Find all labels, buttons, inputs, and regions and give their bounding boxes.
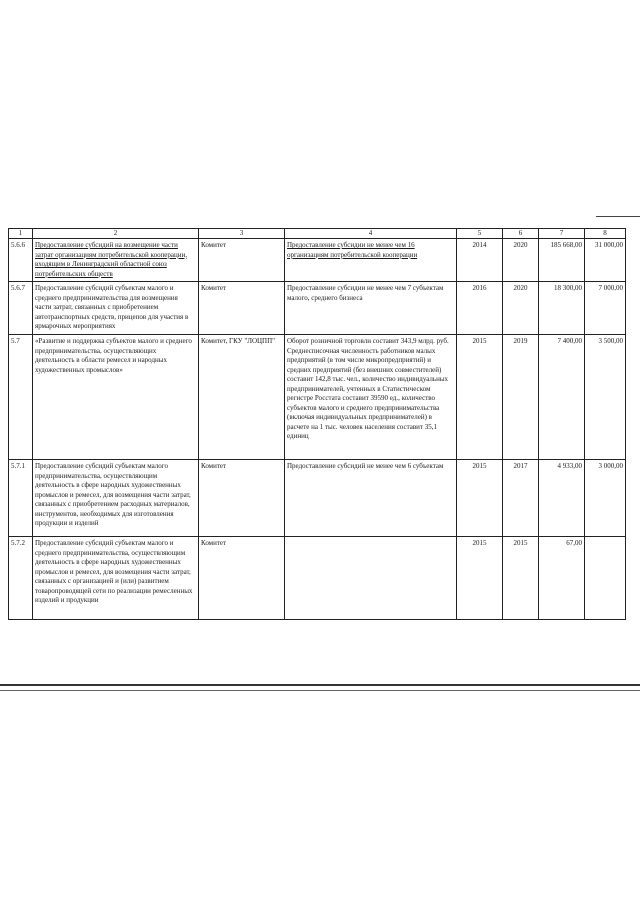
header-col-1: 1 bbox=[9, 229, 33, 239]
table-row bbox=[9, 460, 626, 537]
header-col-5: 5 bbox=[457, 229, 503, 239]
total-amount: 185 668,00 bbox=[539, 239, 585, 282]
result-indicator: Предоставление субсидии не менее чем 16 организациям потребительской кооперации bbox=[285, 239, 457, 282]
end-year: 2020 bbox=[503, 282, 539, 335]
end-year: 2015 bbox=[503, 537, 539, 620]
scan-line-bottom-2 bbox=[0, 690, 640, 691]
table-header-row bbox=[9, 229, 626, 239]
row-number: 5.7 bbox=[9, 335, 33, 460]
header-col-8: 8 bbox=[585, 229, 626, 239]
executor: Комитет bbox=[199, 537, 285, 620]
header-col-6: 6 bbox=[503, 229, 539, 239]
start-year: 2015 bbox=[457, 460, 503, 537]
period-amount: 31 000,00 bbox=[585, 239, 626, 282]
total-amount: 4 933,00 bbox=[539, 460, 585, 537]
executor: Комитет bbox=[199, 460, 285, 537]
header-col-4: 4 bbox=[285, 229, 457, 239]
start-year: 2014 bbox=[457, 239, 503, 282]
activity-name: «Развитие и поддержка субъектов малого и среднего предпринимательства, осуществляющих деятельность в области ремесел и народных художественных промыслов» bbox=[33, 335, 199, 460]
program-activities-table bbox=[8, 228, 626, 620]
executor: Комитет bbox=[199, 239, 285, 282]
start-year: 2016 bbox=[457, 282, 503, 335]
period-amount: 7 000,00 bbox=[585, 282, 626, 335]
result-indicator: Предоставление субсидий не менее чем 6 субъектам bbox=[285, 460, 457, 537]
header-col-7: 7 bbox=[539, 229, 585, 239]
header-col-3: 3 bbox=[199, 229, 285, 239]
table-row bbox=[9, 537, 626, 620]
activity-name: Предоставление субсидий субъектам малого и среднего предпринимательства, осуществляющим деятельность в сфере народных художественных промыслов и ремесел, для возмещения части затрат, связанных с организацией и (или) развитием товаропроводящей сети по реализации ремесленных изделий и продукции bbox=[33, 537, 199, 620]
result-indicator bbox=[285, 537, 457, 620]
table-row bbox=[9, 282, 626, 335]
result-indicator: Предоставление субсидии не менее чем 7 субъектам малого, среднего бизнеса bbox=[285, 282, 457, 335]
activity-name: Предоставление субсидий на возмещение части затрат организациям потребительской кооперации, входящим в Ленинградский областной союз потребительских обществ bbox=[33, 239, 199, 282]
row-number: 5.6.6 bbox=[9, 239, 33, 282]
total-amount: 67,00 bbox=[539, 537, 585, 620]
row-number: 5.7.2 bbox=[9, 537, 33, 620]
end-year: 2017 bbox=[503, 460, 539, 537]
activity-name: Предоставление субсидий субъектам малого и среднего предпринимательства для возмещения части затрат, связанных с приобретением автотранспортных средств, прицепов для участия в ярмарочных мероприятиях bbox=[33, 282, 199, 335]
result-indicator: Оборот розничной торговли составит 343,9 млрд. руб. Среднесписочная численность работников малых предприятий (в том числе микропредприятий) и средних предприятий (без внешних совместителей) составит 142,8 тыс. чел., количество индивидуальных предпринимателей, учтенных в Статистическом регистре Росстата составит 39590 ед., количество субъектов малого и среднего предпринимательства (включая индивидуальных предпринимателей) в расчете на 1 тыс. человек населения составит 35,1 единиц bbox=[285, 335, 457, 460]
scan-line-top bbox=[596, 216, 640, 217]
period-amount bbox=[585, 537, 626, 620]
total-amount: 7 400,00 bbox=[539, 335, 585, 460]
period-amount: 3 000,00 bbox=[585, 460, 626, 537]
end-year: 2019 bbox=[503, 335, 539, 460]
header-col-2: 2 bbox=[33, 229, 199, 239]
executor: Комитет, ГКУ "ЛОЦПП" bbox=[199, 335, 285, 460]
executor: Комитет bbox=[199, 282, 285, 335]
end-year: 2020 bbox=[503, 239, 539, 282]
activity-name: Предоставление субсидий субъектам малого предпринимательства, осуществляющим деятельность в сфере народных художественных промыслов и ремесел, для возмещения части затрат, связанных с приобретением расходных материалов, инструментов, необходимых для изготовления продукции и изделий bbox=[33, 460, 199, 537]
period-amount: 3 500,00 bbox=[585, 335, 626, 460]
total-amount: 18 300,00 bbox=[539, 282, 585, 335]
row-number: 5.6.7 bbox=[9, 282, 33, 335]
table-row bbox=[9, 239, 626, 282]
start-year: 2015 bbox=[457, 537, 503, 620]
scan-line-bottom bbox=[0, 684, 640, 686]
row-number: 5.7.1 bbox=[9, 460, 33, 537]
table-row bbox=[9, 335, 626, 460]
start-year: 2015 bbox=[457, 335, 503, 460]
